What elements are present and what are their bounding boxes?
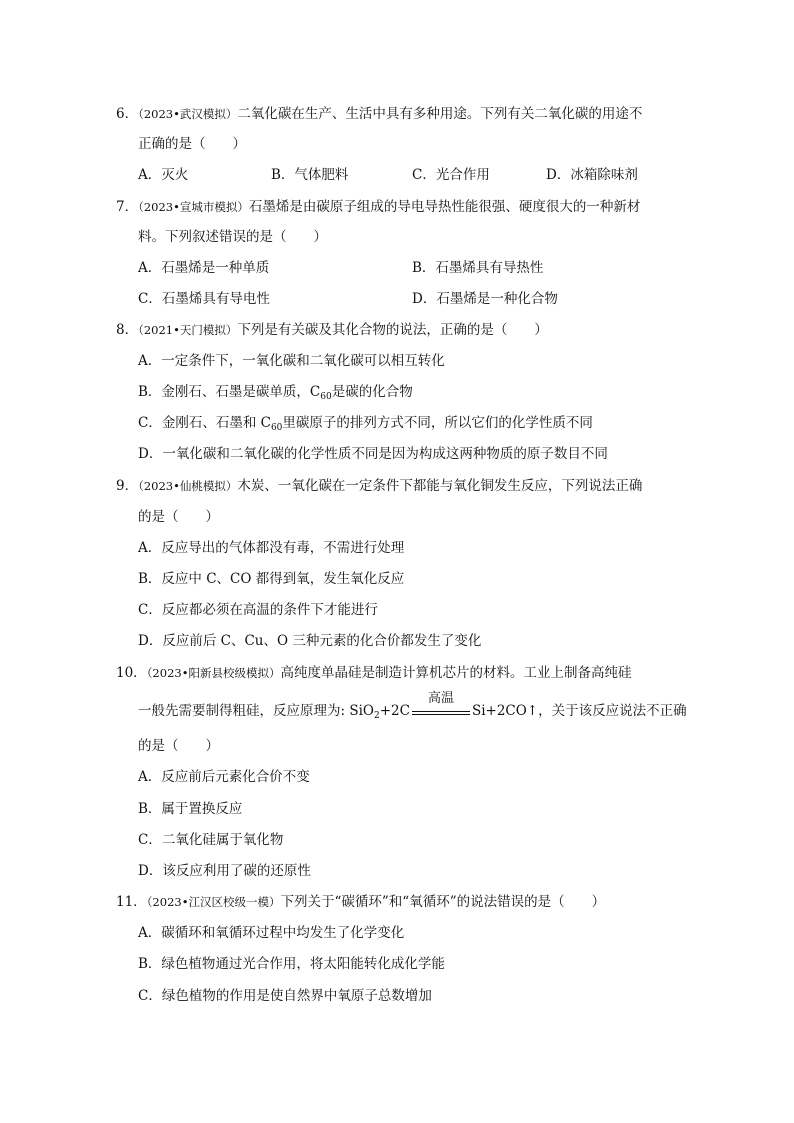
question-10-stem-cont: 的是（ ） [138,738,219,754]
question-6-stem [116,104,642,124]
question-8-option-d: D．一氧化碳和二氧化碳的化学性质不同是因为构成这两种物质的原子数目不同 [138,446,608,462]
question-text: 木炭、一氧化碳在一定条件下都能与氧化铜发生反应，下列说法正确 [237,478,643,494]
question-11-option-b: B．绿色植物通过光合作用，将太阳能转化成化学能 [138,956,445,972]
option-text: C．金刚石、石墨和 C [138,415,271,431]
question-source: （2023•宣城市模拟） [138,200,249,214]
question-source: （2023•江汉区校级一模） [146,895,281,909]
option-text: 是碳的化合物 [331,384,413,400]
question-6-option-c: C．光合作用 [412,167,490,183]
subscript: 60 [270,423,283,433]
question-7-option-b: B．石墨烯具有导热性 [412,260,544,276]
question-text: 二氧化碳在生产、生活中具有多种用途。下列有关二氧化碳的用途不 [237,106,643,122]
question-text: +2C [379,703,410,719]
question-text: Si+2CO↑，关于该反应说法不正确 [471,703,687,719]
question-7-stem [116,197,640,217]
question-number: 10． [116,665,147,681]
question-8-option-c [138,413,593,433]
equals-bar [412,711,470,712]
question-source: （2021•天门模拟） [138,323,238,337]
reaction-arrow [410,691,472,721]
question-number: 9． [116,478,139,494]
question-6-option-b: B．气体肥料 [271,167,349,183]
question-9-option-a: A．反应导出的气体都没有毒，不需进行处理 [138,540,405,556]
question-10-option-a: A．反应前后元素化合价不变 [138,769,310,785]
question-8-option-b [138,382,413,402]
equals-bar [412,714,470,715]
question-10-option-b: B．属于置换反应 [138,801,243,817]
question-source: （2023•仙桃模拟） [138,479,238,493]
subscript: 60 [320,392,332,402]
option-text: 里碳原子的排列方式不同，所以它们的化学性质不同 [282,415,593,431]
question-8-option-a: A．一定条件下，一氧化碳和二氧化碳可以相互转化 [138,353,445,369]
question-text: 下列关于“碳循环”和“氧循环”的说法错误的是（ ） [280,894,606,910]
question-6-option-d: D．冰箱除味剂 [546,167,638,183]
question-6-option-a: A．灭火 [138,167,189,183]
question-9-option-c: C．反应都必须在高温的条件下才能进行 [138,602,378,618]
question-7-option-a: A．石墨烯是一种单质 [138,260,270,276]
question-text: 石墨烯是由碳原子组成的导电导热性能很强、硬度很大的一种新材 [248,199,641,215]
question-source: （2023•阳新县校级模拟） [146,666,281,680]
option-text: B．金刚石、石墨是碳单质，C [138,384,321,400]
question-number: 7． [116,199,139,215]
question-7-option-c: C．石墨烯具有导电性 [138,291,270,307]
question-6-stem-cont: 正确的是（ ） [138,136,246,152]
question-10-stem [116,663,632,683]
question-number: 6． [116,106,139,122]
subscript: 2 [373,711,380,721]
question-text: 一般先需要制得粗硅，反应原理为: SiO [138,703,374,719]
question-text: 高纯度单晶硅是制造计算机芯片的材料。工业上制备高纯硅 [280,665,632,681]
question-10-option-d: D．该反应利用了碳的还原性 [138,863,311,879]
question-8-stem [116,320,548,340]
question-7-stem-cont: 料。下列叙述错误的是（ ） [138,229,327,245]
question-11-stem [116,892,605,912]
question-9-stem-cont: 的是（ ） [138,509,219,525]
question-9-option-d: D．反应前后 C、Cu、O 三种元素的化合价都发生了变化 [138,633,482,649]
question-11-option-c: C．绿色植物的作用是使自然界中氧原子总数增加 [138,988,432,1004]
reaction-condition: 高温 [427,691,454,706]
question-9-option-b: B．反应中 C、CO 都得到氧，发生氧化反应 [138,571,405,587]
question-10-equation-line [138,691,687,721]
question-source: （2023•武汉模拟） [138,107,238,121]
question-11-option-a: A．碳循环和氧循环过程中均发生了化学变化 [138,925,405,941]
question-number: 11． [116,894,147,910]
question-7-option-d: D．石墨烯是一种化合物 [412,291,558,307]
question-text: 下列是有关碳及其化合物的说法，正确的是（ ） [237,322,548,338]
question-10-option-c: C．二氧化硅属于氧化物 [138,832,284,848]
question-9-stem [116,476,642,496]
question-number: 8． [116,322,139,338]
